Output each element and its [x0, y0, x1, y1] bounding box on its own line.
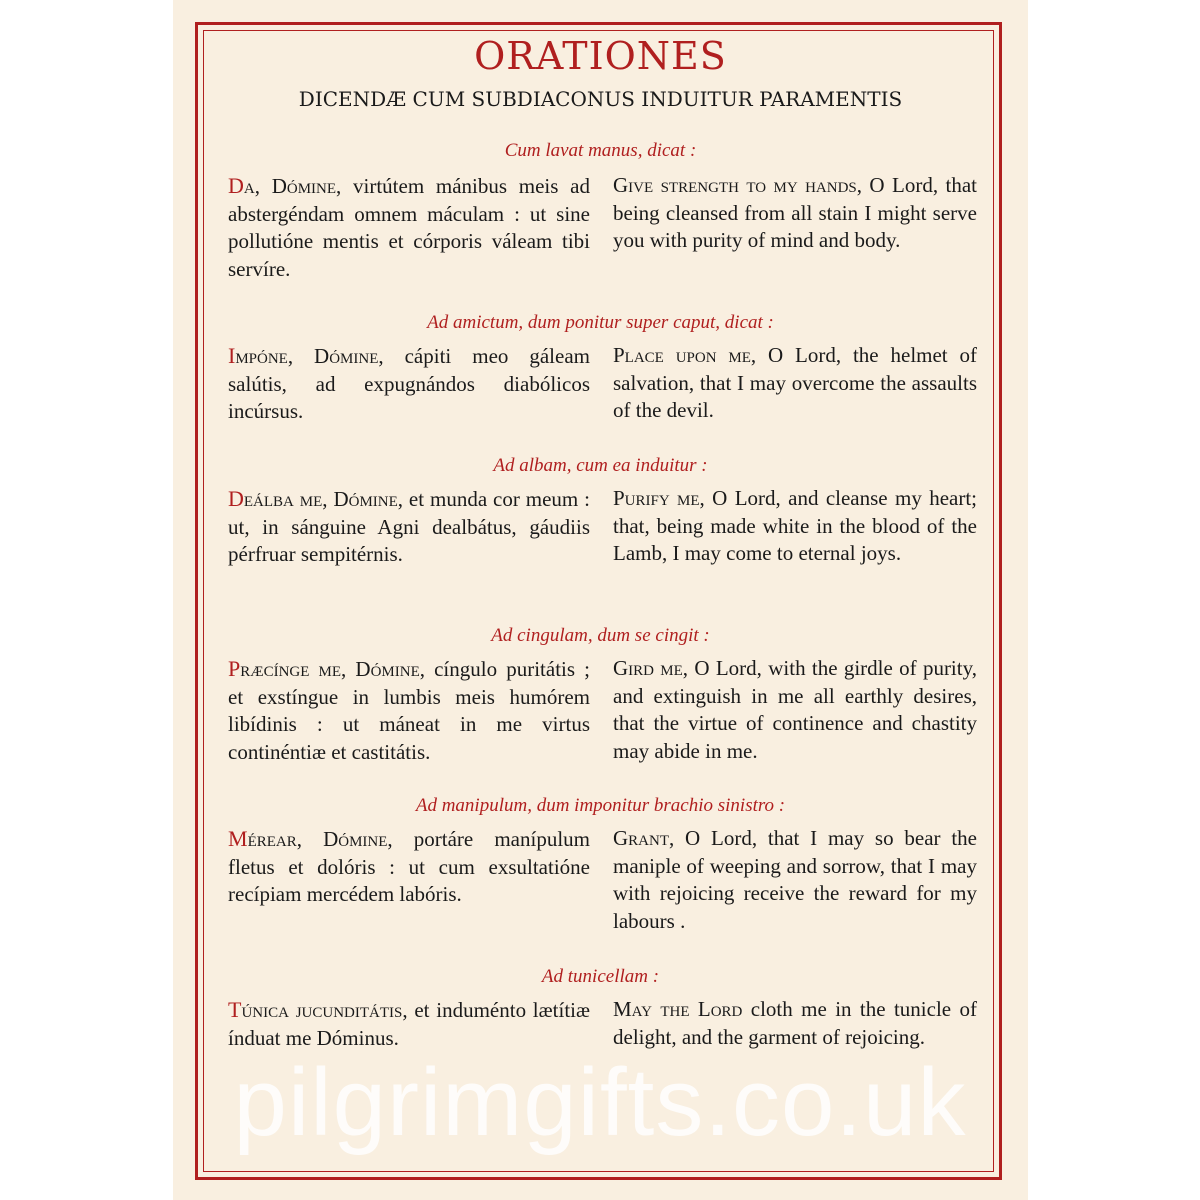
rubric-alb: Ad albam, cum ea induitur :	[493, 455, 708, 476]
english-prayer-maniple	[613, 825, 977, 935]
latin-lead-words: érear, Dómine,	[247, 827, 393, 851]
english-lead-words: Grant,	[613, 826, 675, 850]
english-text: O Lord, that I may so bear the maniple of weeping and sorrow, that I may with rejoicing receive the reward for my labours .	[613, 826, 977, 933]
latin-prayer-cincture	[228, 655, 590, 766]
english-prayer-tunicle	[613, 996, 977, 1051]
red-initial: P	[228, 656, 241, 681]
english-text: cloth me in the tunicle of delight, and the garment of rejoicing.	[613, 997, 977, 1049]
latin-lead-words: eálba me, Dómine,	[243, 487, 404, 511]
english-lead-words: Place upon me,	[613, 343, 757, 367]
prayer-card	[173, 0, 1028, 1200]
english-prayer-cincture	[613, 655, 977, 765]
english-lead-words: Purify me,	[613, 486, 705, 510]
latin-text: et munda cor meum : ut, in sánguine Agni dealbátus, gáudiis pérfruar sempitérnis.	[228, 487, 591, 566]
english-text: O Lord, with the girdle of purity, and extinguish in me all earthly desires, that the virtue of continence and chastity may abide in me.	[613, 656, 977, 763]
latin-lead-words: única jucunditátis,	[241, 998, 408, 1022]
red-initial: D	[228, 486, 244, 511]
latin-prayer-tunicle	[228, 996, 590, 1052]
english-text: O Lord, and cleanse my heart; that, being made white in the blood of the Lamb, I may come to eternal joys.	[613, 486, 977, 565]
red-initial: I	[228, 343, 236, 368]
english-prayer-amice	[613, 342, 977, 425]
latin-text: cápiti meo gáleam salútis, ad expugnándos diabólicos incúrsus.	[228, 344, 590, 423]
rubric-amice: Ad amictum, dum ponitur super caput, dicat :	[427, 312, 774, 333]
rubric-tunicle: Ad tunicellam :	[541, 966, 660, 987]
page-title: ORATIONES	[474, 34, 727, 78]
english-lead-words: May the Lord	[613, 997, 743, 1021]
latin-lead-words: mpóne, Dómine,	[235, 344, 384, 368]
rubric-cincture: Ad cingulam, dum se cingit :	[491, 625, 710, 646]
english-lead-words: Gird me,	[613, 656, 689, 680]
english-text: O Lord, that being cleansed from all stain I might serve you with purity of mind and body.	[613, 173, 977, 252]
latin-prayer-maniple	[228, 825, 590, 909]
english-text: O Lord, the helmet of salvation, that I may overcome the assaults of the devil.	[613, 343, 977, 422]
english-prayer-lavabo	[613, 172, 977, 255]
latin-prayer-alb	[228, 485, 590, 569]
red-initial: T	[228, 997, 242, 1022]
latin-lead-words: ræcínge me, Dómine,	[240, 657, 425, 681]
rubric-lavabo: Cum lavat manus, dicat :	[504, 140, 697, 161]
english-lead-words: Give strength to my hands,	[613, 173, 862, 197]
latin-lead-words: a, Dómine,	[243, 174, 342, 198]
rubric-maniple: Ad manipulum, dum imponitur brachio sinistro :	[415, 795, 786, 816]
latin-prayer-amice	[228, 342, 590, 426]
latin-text: cíngulo puritátis ; et exstíngue in lumbis meis humórem libídinis : ut máneat in me virtus continéntiæ et castitátis.	[228, 657, 590, 764]
latin-prayer-lavabo	[228, 172, 590, 283]
red-initial: D	[228, 173, 244, 198]
latin-text: et induménto lætítiæ índuat me Dóminus.	[228, 998, 590, 1050]
watermark-text: pilgrimgifts.co.uk	[233, 1049, 967, 1156]
latin-text: portáre manípulum fletus et dolóris : ut cum exsultatióne recípiam mercédem labóris.	[228, 827, 591, 906]
english-prayer-alb	[613, 485, 977, 568]
page-subtitle: DICENDÆ CUM SUBDIACONUS INDUITUR PARAMENTIS	[298, 87, 903, 111]
red-initial: M	[228, 826, 248, 851]
latin-text: virtútem mánibus meis ad abstergéndam omnem máculam : ut sine pollutióne mentis et córporis váleam tibi servíre.	[228, 174, 590, 281]
